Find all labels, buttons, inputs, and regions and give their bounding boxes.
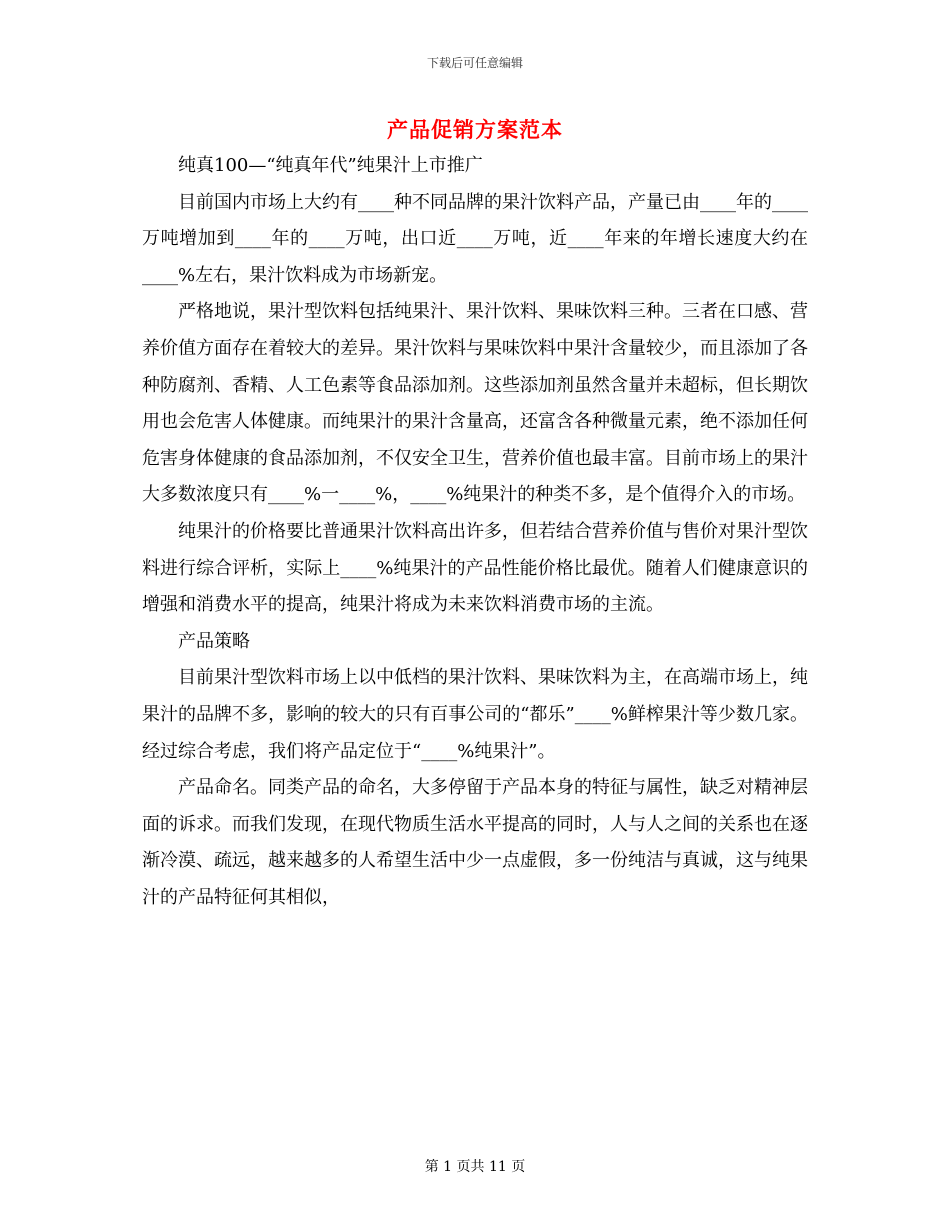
page-footer: 第 1 页共 11 页: [424, 1159, 526, 1175]
document-body: [142, 148, 808, 916]
paragraph-juice-types: 严格地说，果汁型饮料包括纯果汁、果汁饮料、果味饮料三种。三者在口感、营养价值方面存在着较大的差异。果汁饮料与果味饮料中果汁含量较少，而且添加了各种防腐剂、香精、人工色素等食品添加剂。这些添加剂虽然含量并未超标，但长期饮用也会危害人体健康。而纯果汁的果汁含量高，还富含各种微量元素，绝不添加任何危害身体健康的食品添加剂，不仅安全卫生，营养价值也最丰富。目前市场上的果汁大多数浓度只有____%一____%，____%纯果汁的种类不多，是个值得介入的市场。: [142, 301, 808, 506]
paragraph-naming: 产品命名。同类产品的命名，大多停留于产品本身的特征与属性，缺乏对精神层面的诉求。而我们发现，在现代物质生活水平提高的同时，人与人之间的关系也在逐渐冷漠、疏远，越来越多的人希望生活中少一点虚假，多一份纯洁与真诚，这与纯果汁的产品特征何其相似，: [142, 777, 808, 908]
section-heading-product-strategy: 产品策略: [178, 630, 250, 652]
paragraph-subtitle: 纯真100—“纯真年代”纯果汁上市推广: [178, 155, 483, 176]
paragraph-positioning: 目前果汁型饮料市场上以中低档的果汁饮料、果味饮料为主，在高端市场上，纯果汁的品牌不多，影响的较大的只有百事公司的“都乐”____%鲜榨果汁等少数几家。经过综合考虑，我们将产品定位于“____%纯果汁”。: [142, 667, 808, 762]
paragraph-price-analysis: 纯果汁的价格要比普通果汁饮料高出许多，但若结合营养价值与售价对果汁型饮料进行综合评析，实际上____%纯果汁的产品性能价格比最优。随着人们健康意识的增强和消费水平的提高，纯果汁将成为未来饮料消费市场的主流。: [142, 520, 808, 616]
header-note: 下载后可任意编辑: [426, 56, 523, 70]
paragraph-market-size: 目前国内市场上大约有____种不同品牌的果汁饮料产品，产量已由____年的____万吨增加到____年的____万吨，出口近____万吨，近____年来的年增长速度大约在____%左右，果汁饮料成为市场新宠。: [142, 191, 808, 286]
document-title: 产品促销方案范本: [387, 117, 563, 142]
